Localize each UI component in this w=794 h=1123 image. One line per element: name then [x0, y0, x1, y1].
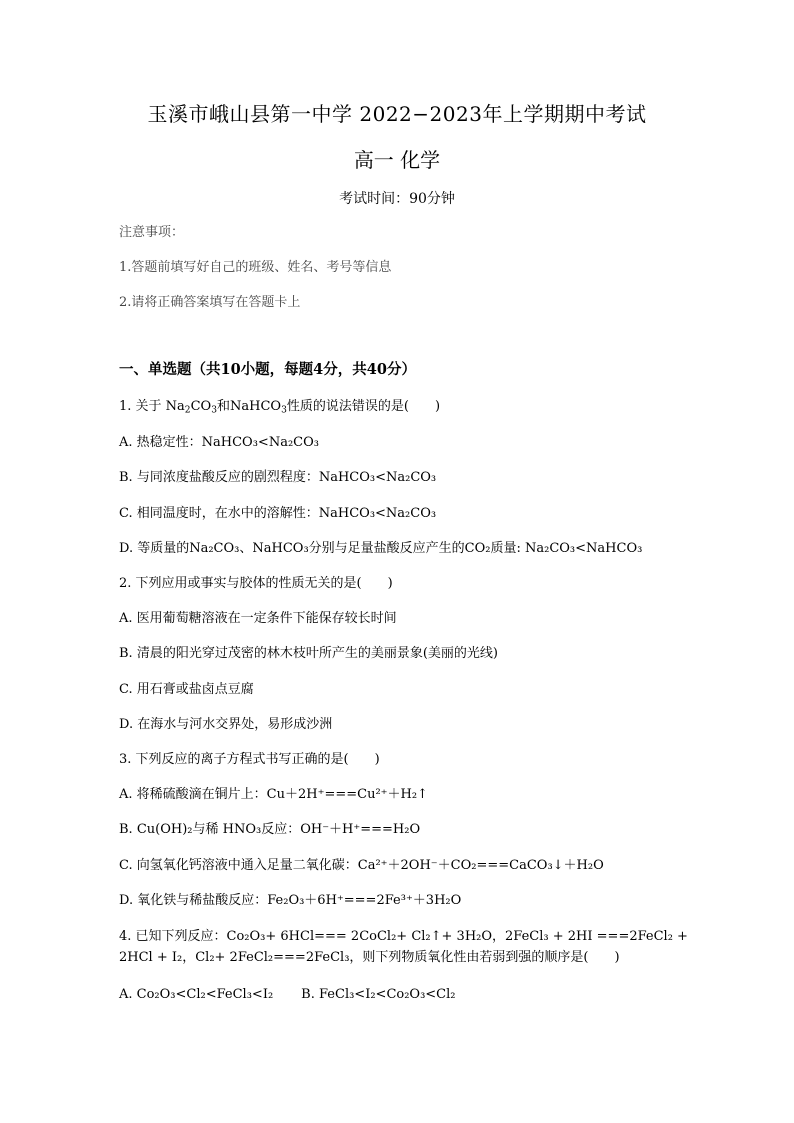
question-3-stem: 3. 下列反应的离子方程式书写正确的是( ) [119, 752, 380, 767]
question-4-stem-line-2: 2HCl + I₂，Cl₂+ 2FeCl₂===2FeCl₃，则下列物质氧化性由若弱到强的顺序是( ) [119, 950, 620, 965]
q1-stem-sub: 2 [184, 405, 191, 416]
question-1-option-c: C. 相同温度时，在水中的溶解性：NaHCO₃<Na₂CO₃ [119, 506, 437, 521]
exam-time: 考试时间：90分钟 [339, 191, 455, 207]
question-4-stem-line-1: 4. 已知下列反应：Co₂O₃+ 6HCl=== 2CoCl₂+ Cl₂↑+ 3H₂O，2FeCl₃ + 2HI ===2FeCl₂ + [119, 929, 688, 944]
q1-stem-part: 性质的说法错误的是( ) [286, 399, 441, 414]
q1-stem-part: 和NaHCO [217, 399, 282, 414]
question-2-option-b: B. 清晨的阳光穿过茂密的林木枝叶所产生的美丽景象(美丽的光线) [119, 646, 498, 661]
question-1-option-b: B. 与同浓度盐酸反应的剧烈程度：NaHCO₃<Na₂CO₃ [119, 470, 437, 485]
q1-stem-sub: 3 [211, 405, 217, 416]
exam-subtitle: 高一 化学 [353, 148, 441, 172]
question-4-option-b: B. FeCl₃<I₂<Co₂O₃<Cl₂ [301, 987, 456, 1002]
question-2-option-c: C. 用石膏或盐卤点豆腐 [119, 682, 254, 697]
question-1-option-d: D. 等质量的Na₂CO₃、NaHCO₃分别与足量盐酸反应产生的CO₂质量: Na₂CO₃<NaHCO₃ [119, 541, 643, 556]
question-4-options-row [119, 986, 456, 1004]
question-3-option-a: A. 将稀硫酸滴在铜片上：Cu＋2H⁺===Cu²⁺＋H₂↑ [119, 787, 428, 802]
question-4-option-a: A. Co₂O₃<Cl₂<FeCl₃<I₂ [119, 987, 274, 1002]
question-1-stem [119, 398, 440, 416]
question-3-option-d: D. 氧化铁与稀盐酸反应：Fe₂O₃＋6H⁺===2Fe³⁺＋3H₂O [119, 893, 462, 908]
question-1-option-a: A. 热稳定性：NaHCO₃<Na₂CO₃ [119, 435, 319, 450]
q1-stem-sub: 3 [281, 405, 287, 416]
question-3-option-b: B. Cu(OH)₂与稀 HNO₃反应：OH⁻＋H⁺===H₂O [119, 822, 421, 837]
q1-stem-part: 1. 关于 Na [119, 399, 185, 414]
section-heading: 一、单选题（共10小题，每题4分，共40分） [119, 361, 416, 378]
question-2-option-a: A. 医用葡萄糖溶液在一定条件下能保存较长时间 [119, 611, 397, 626]
question-2-option-d: D. 在海水与河水交界处，易形成沙洲 [119, 717, 333, 732]
question-3-option-c: C. 向氢氧化钙溶液中通入足量二氧化碳：Ca²⁺＋2OH⁻＋CO₂===CaCO₃↓＋H₂O [119, 858, 604, 873]
note-item-1: 1.答题前填写好自己的班级、姓名、考号等信息 [119, 260, 392, 275]
note-item-2: 2.请将正确答案填写在答题卡上 [119, 295, 301, 310]
exam-title: 玉溪市峨山县第一中学 2022−2023年上学期期中考试 [147, 102, 647, 126]
notes-heading: 注意事项： [119, 225, 185, 240]
question-2-stem: 2. 下列应用或事实与胶体的性质无关的是( ) [119, 576, 393, 591]
q1-stem-part: CO [190, 399, 212, 414]
